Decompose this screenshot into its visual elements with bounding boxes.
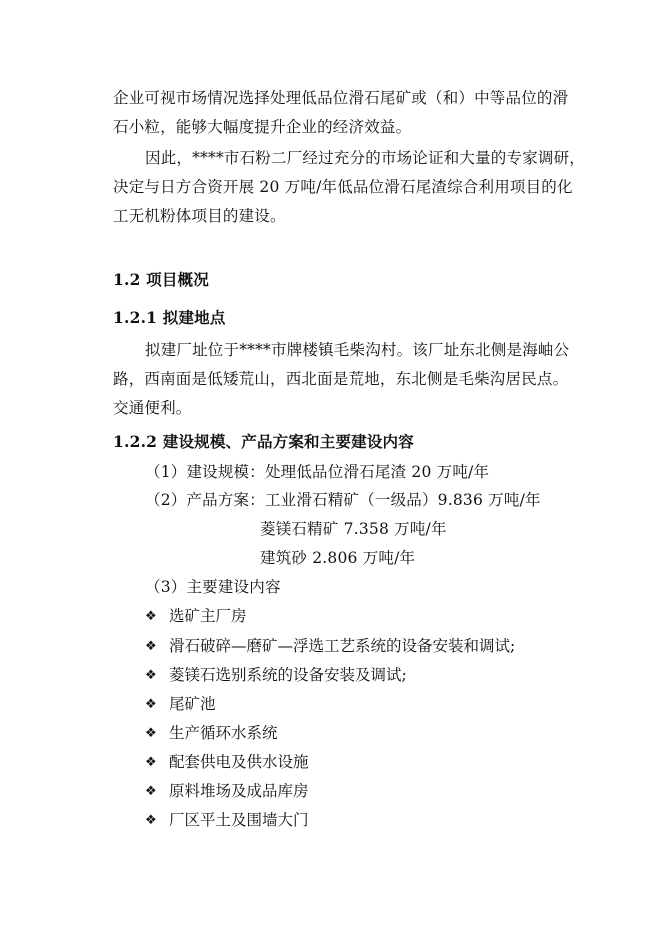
section-heading-1-2: 1.2 项目概况 xyxy=(113,270,209,289)
paragraph-1-line-1: 企业可视市场情况选择处理低品位滑石尾矿或（和）中等品位的滑 xyxy=(113,89,569,107)
paragraph-2-line-3: 工无机粉体项目的建设。 xyxy=(113,207,286,225)
diamond-bullet-icon: ❖ xyxy=(145,639,157,654)
list-item: ❖ 生产循环水系统 xyxy=(145,724,278,742)
section-heading-1-2-2: 1.2.2 建设规模、产品方案和主要建设内容 xyxy=(113,432,414,451)
location-line-2: 路，西南面是低矮荒山，西北面是荒地，东北侧是毛柴沟居民点。 xyxy=(113,370,569,388)
paragraph-2-line-1: 因此，****市石粉二厂经过充分的市场论证和大量的专家调研， xyxy=(145,149,586,167)
list-item: ❖ 配套供电及供水设施 xyxy=(145,753,309,771)
diamond-bullet-icon: ❖ xyxy=(145,726,157,741)
product-sand: 建筑砂 2.806 万吨/年 xyxy=(260,549,416,567)
diamond-bullet-icon: ❖ xyxy=(145,755,157,770)
list-item: ❖ 选矿主厂房 xyxy=(145,607,247,625)
list-item: ❖ 厂区平土及围墙大门 xyxy=(145,811,309,829)
diamond-bullet-icon: ❖ xyxy=(145,668,157,683)
paragraph-2-line-2: 决定与日方合资开展 20 万吨/年低品位滑石尾渣综合利用项目的化 xyxy=(113,178,573,196)
location-line-3: 交通便利。 xyxy=(113,399,192,417)
construction-scale: （1）建设规模：处理低品位滑石尾渣 20 万吨/年 xyxy=(145,463,490,481)
product-magnesite: 菱镁石精矿 7.358 万吨/年 xyxy=(260,520,447,538)
main-content-title: （3）主要建设内容 xyxy=(145,578,281,596)
list-item: ❖ 滑石破碎—磨矿—浮选工艺系统的设备安装和调试; xyxy=(145,637,516,655)
product-plan: （2）产品方案：工业滑石精矿（一级品）9.836 万吨/年 xyxy=(145,491,541,509)
diamond-bullet-icon: ❖ xyxy=(145,813,157,828)
diamond-bullet-icon: ❖ xyxy=(145,609,157,624)
location-line-1: 拟建厂址位于****市牌楼镇毛柴沟村。该厂址东北侧是海岫公 xyxy=(145,341,570,359)
diamond-bullet-icon: ❖ xyxy=(145,697,157,712)
list-item: ❖ 菱镁石选别系统的设备安装及调试; xyxy=(145,666,407,684)
list-item: ❖ 原料堆场及成品库房 xyxy=(145,782,309,800)
list-item: ❖ 尾矿池 xyxy=(145,695,216,713)
paragraph-1-line-2: 石小粒，能够大幅度提升企业的经济效益。 xyxy=(113,118,412,136)
diamond-bullet-icon: ❖ xyxy=(145,784,157,799)
section-heading-1-2-1: 1.2.1 拟建地点 xyxy=(113,308,226,327)
